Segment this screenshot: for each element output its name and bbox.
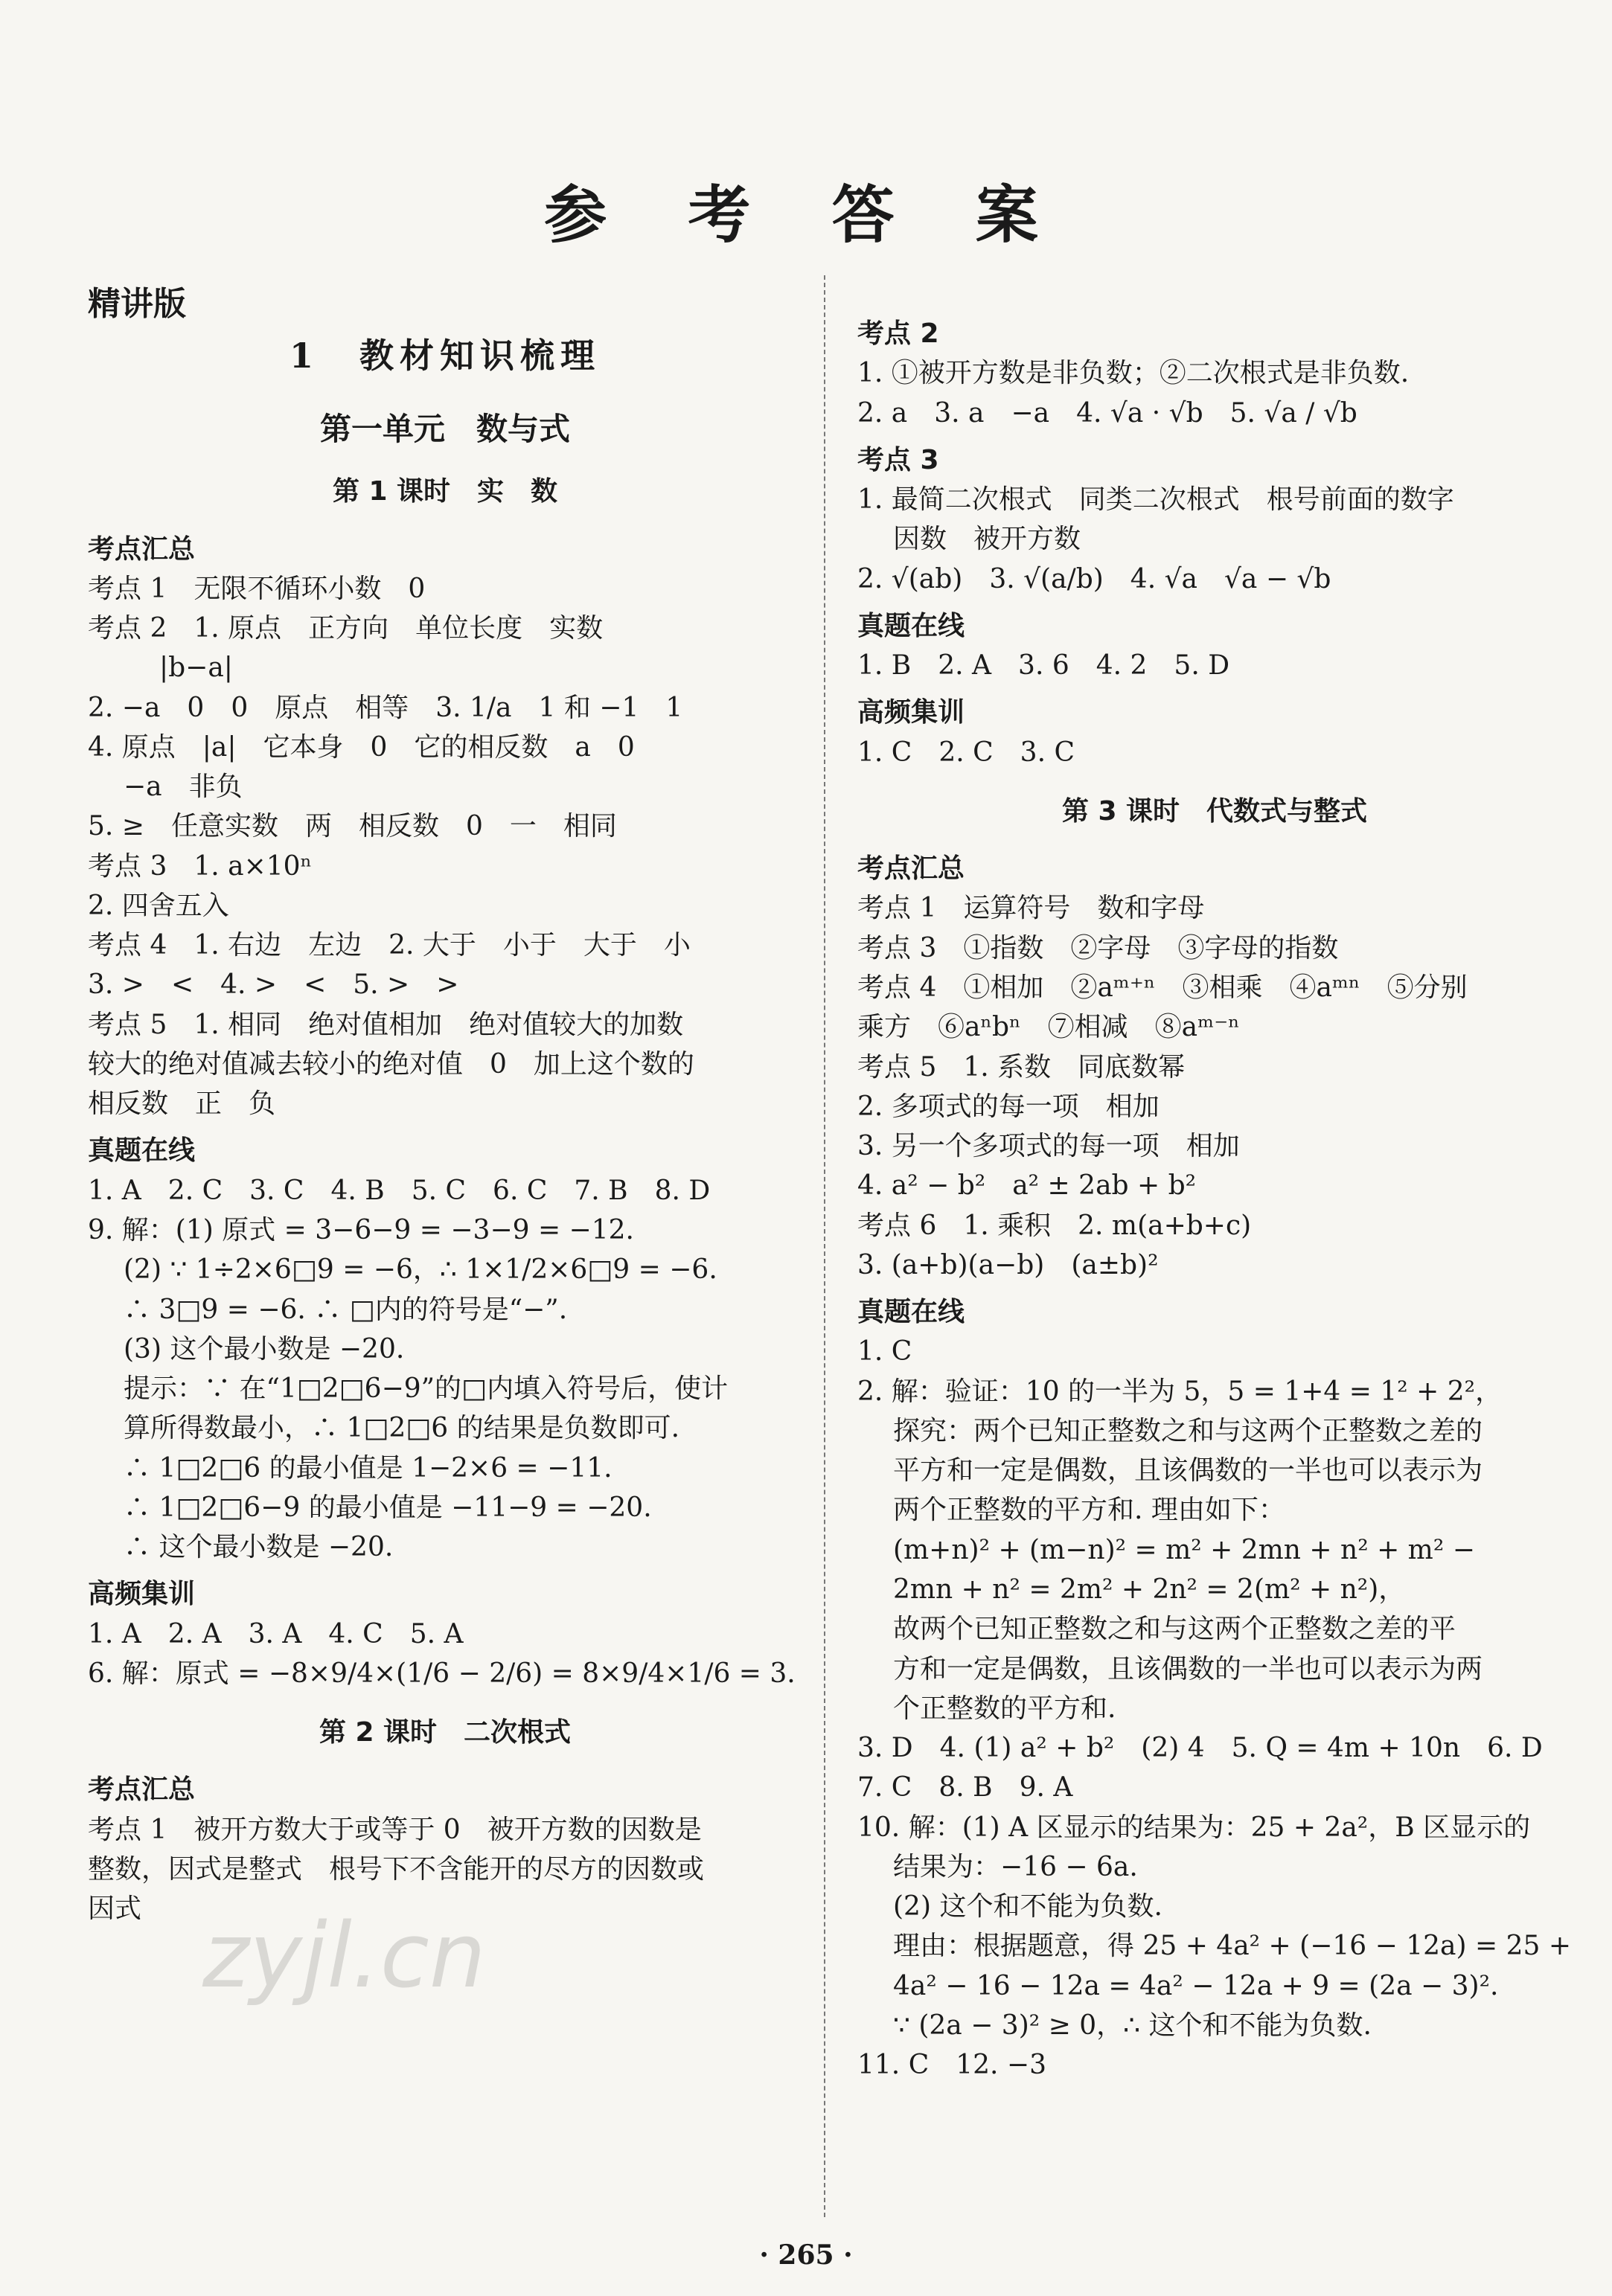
left-line: 1. A 2. C 3. C 4. B 5. C 6. C 7. B 8. D	[88, 1175, 711, 1206]
right-line: 考点 1 运算符号 数和字母	[857, 893, 1205, 924]
left-line: 考点 1 无限不循环小数 0	[88, 573, 426, 604]
right-line: 1. C 2. C 3. C	[857, 737, 1075, 768]
right-line: 故两个已知正整数之和与这两个正整数之差的平	[893, 1614, 1456, 1645]
left-line: 5. ≥ 任意实数 两 相反数 0 一 相同	[88, 811, 617, 842]
right-line: 高频集训	[857, 697, 965, 728]
left-line: ∴ 这个最小数是 −20.	[124, 1532, 394, 1563]
left-line: 1. A 2. A 3. A 4. C 5. A	[88, 1618, 464, 1649]
right-line: 1. B 2. A 3. 6 4. 2 5. D	[857, 650, 1230, 682]
right-line: 真题在线	[857, 1297, 965, 1328]
right-line: 4a² − 16 − 12a = 4a² − 12a + 9 = (2a − 3)².	[893, 1970, 1499, 2001]
left-line: 6. 解：原式 = −8×9/4×(1/6 − 2/6) = 8×9/4×1/6 = 3.	[88, 1658, 796, 1689]
right-line: 第 3 课时 代数式与整式	[1061, 795, 1368, 827]
page-number: · 265 ·	[759, 2239, 853, 2271]
watermark: zyjl.cn	[202, 1905, 486, 2008]
right-line: 考点 5 1. 系数 同底数幂	[857, 1051, 1186, 1083]
right-line: 3. D 4. (1) a² + b² (2) 4 5. Q = 4m + 10n 6. D	[857, 1733, 1543, 1764]
left-line: 3. > < 4. > < 5. > >	[88, 969, 459, 1001]
right-line: 2. 解：验证：10 的一半为 5，5 = 1+4 = 1² + 2²，	[857, 1376, 1503, 1407]
right-line: 考点 3 ①指数 ②字母 ③字母的指数	[857, 932, 1339, 963]
right-line: (2) 这个和不能为负数.	[893, 1891, 1162, 1923]
left-column	[88, 298, 802, 1929]
right-line: 考点 6 1. 乘积 2. m(a+b+c)	[857, 1210, 1252, 1241]
left-line: 考点 5 1. 相同 绝对值相加 绝对值较大的加数	[88, 1009, 684, 1040]
left-line: 第一单元 数与式	[319, 411, 570, 448]
right-line: 2. a 3. a −a 4. √a · √b 5. √a / √b	[857, 397, 1357, 429]
right-line: 考点 2	[857, 318, 939, 349]
left-line: 4. 原点 |a| 它本身 0 它的相反数 a 0	[88, 731, 635, 763]
right-line: 1. 最简二次根式 同类二次根式 根号前面的数字	[857, 484, 1454, 516]
left-line: 第 2 课时 二次根式	[319, 1717, 572, 1748]
right-line: 4. a² − b² a² ± 2ab + b²	[857, 1170, 1197, 1202]
left-line: 2. −a 0 0 原点 相等 3. 1/a 1 和 −1 1	[88, 692, 683, 723]
column-divider	[824, 275, 825, 2217]
left-line: 考点 1 被开方数大于或等于 0 被开方数的因数是	[88, 1814, 702, 1845]
left-line: 算所得数最小，∴ 1□2□6 的结果是负数即可.	[124, 1413, 680, 1444]
right-line: 考点 3	[857, 444, 939, 475]
edition-label: 精讲版	[88, 285, 186, 323]
right-line: 考点 4 ①相加 ②aᵐ⁺ⁿ ③相乘 ④aᵐⁿ ⑤分别	[857, 972, 1468, 1003]
right-line: ∵ (2a − 3)² ≥ 0，∴ 这个和不能为负数.	[893, 2010, 1372, 2041]
right-line: 理由：根据题意，得 25 + 4a² + (−16 − 12a) = 25 +	[893, 1931, 1572, 1962]
left-line: ∴ 1□2□6−9 的最小值是 −11−9 = −20.	[124, 1492, 652, 1523]
left-line: 第 1 课时 实 数	[332, 476, 558, 507]
left-line: ∴ 3□9 = −6. ∴ □内的符号是“−”.	[124, 1294, 568, 1325]
left-line: 较大的绝对值减去较小的绝对值 0 加上这个数的	[88, 1048, 694, 1080]
left-line: 真题在线	[88, 1135, 196, 1167]
left-line: 高频集训	[88, 1579, 196, 1610]
left-line: 9. 解：(1) 原式 = 3−6−9 = −3−9 = −12.	[88, 1215, 634, 1246]
right-column	[857, 307, 1572, 2085]
left-line: 整数，因式是整式 根号下不含能开的尽方的因数或	[88, 1854, 705, 1885]
page-title: 参 考 答 案	[544, 178, 1068, 251]
left-line: 考点 3 1. a×10ⁿ	[88, 850, 313, 882]
right-line: 平方和一定是偶数，且该偶数的一半也可以表示为	[893, 1455, 1483, 1487]
right-line: 7. C 8. B 9. A	[857, 1772, 1073, 1803]
right-line: (m+n)² + (m−n)² = m² + 2mn + n² + m² −	[893, 1534, 1475, 1565]
left-line: 2. 四舍五入	[88, 890, 229, 921]
right-line: 2. √(ab) 3. √(a/b) 4. √a √a − √b	[857, 563, 1331, 594]
left-line: 考点 4 1. 右边 左边 2. 大于 小于 大于 小	[88, 930, 691, 961]
left-line: 1 教材知识梳理	[289, 336, 601, 376]
right-line: 结果为：−16 − 6a.	[893, 1851, 1138, 1882]
right-line: 11. C 12. −3	[857, 2050, 1047, 2081]
left-line: 提示：∵ 在“1□2□6−9”的□内填入符号后，使计	[124, 1373, 729, 1405]
right-line: 方和一定是偶数，且该偶数的一半也可以表示为两	[893, 1653, 1483, 1684]
right-line: 1. C	[857, 1336, 912, 1367]
right-line: 探究：两个已知正整数之和与这两个正整数之差的	[893, 1415, 1483, 1446]
right-line: 2. 多项式的每一项 相加	[857, 1091, 1160, 1122]
left-line: 考点 2 1. 原点 正方向 单位长度 实数	[88, 613, 604, 644]
left-line: (3) 这个最小数是 −20.	[124, 1333, 405, 1365]
right-line: 两个正整数的平方和. 理由如下：	[893, 1495, 1285, 1526]
left-line: ∴ 1□2□6 的最小值是 1−2×6 = −11.	[124, 1452, 613, 1484]
right-line: 10. 解：(1) A 区显示的结果为：25 + 2a²，B 区显示的	[857, 1812, 1531, 1843]
right-line: 3. 另一个多项式的每一项 相加	[857, 1131, 1240, 1162]
left-line: 考点汇总	[88, 533, 196, 565]
right-line: 乘方 ⑥aⁿbⁿ ⑦相减 ⑧aᵐ⁻ⁿ	[857, 1012, 1240, 1043]
right-line: 考点汇总	[857, 853, 965, 885]
right-line: 因数 被开方数	[893, 524, 1081, 555]
left-line: 考点汇总	[88, 1774, 196, 1806]
left-line: 因式	[88, 1893, 142, 1925]
right-line: 真题在线	[857, 610, 965, 641]
left-line: 相反数 正 负	[88, 1088, 276, 1120]
right-line: 3. (a+b)(a−b) (a±b)²	[857, 1249, 1159, 1280]
left-line: −a 非负	[124, 772, 243, 803]
right-line: 1. ①被开方数是非负数；②二次根式是非负数.	[857, 358, 1410, 389]
left-line: |b−a|	[159, 652, 233, 684]
right-line: 2mn + n² = 2m² + 2n² = 2(m² + n²)，	[893, 1574, 1406, 1605]
right-line: 个正整数的平方和.	[893, 1693, 1116, 1724]
left-line: (2) ∵ 1÷2×6□9 = −6，∴ 1×1/2×6□9 = −6.	[124, 1254, 717, 1286]
